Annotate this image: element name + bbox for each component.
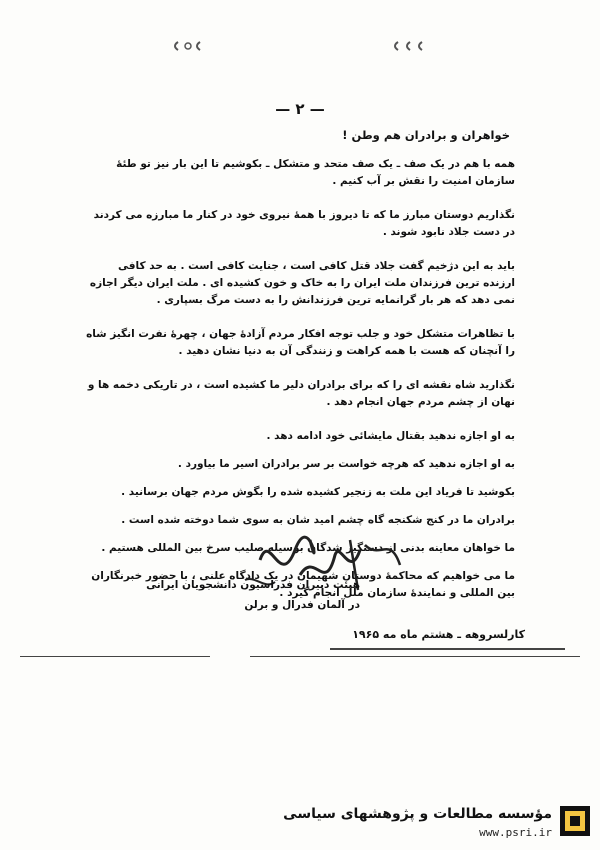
- paragraph: برادران ما در کنج شکنجه گاه چشم امید شان به سوی شما دوخته شده است .: [121, 514, 515, 526]
- paragraph: نگذارید شاه نقشه ای را که برای برادران دلیر ما کشیده است ، در تاریکی دخمه ها و نهان از چشم مردم جهان انجام دهد .: [87, 379, 515, 408]
- footer-title: مؤسسه مطالعات و پژوهشهای سیاسی: [283, 806, 552, 822]
- signature-line: هیئت دبیران فدراسیون دانشجویان ایرانی: [146, 579, 360, 591]
- institute-logo-icon: [560, 806, 590, 836]
- paragraph: ما خواهان معاینه بدنی از دستگیر شدگان بوسیله صلیب سرخ بین المللی هستیم .: [101, 542, 515, 554]
- signature-line: در آلمان فدرال و برلن: [244, 599, 360, 611]
- footer-url[interactable]: www.psri.ir: [479, 826, 552, 839]
- paragraph: بکوشید تا فریاد این ملت به زنجیر کشیده شده را بگوش مردم جهان برسانید .: [121, 486, 515, 498]
- paragraph: با تظاهرات متشکل خود و جلب توجه افکار مردم آزادهٔ جهان ، چهرهٔ نفرت انگیز شاه را آنچنان که هست با همه کراهت و زنندگی آن به دنیا نشان دهید .: [86, 328, 515, 357]
- date-line: کارلسروهه ـ هشتم ماه مه ۱۹۶۵: [352, 628, 525, 641]
- paragraph: به او اجازه ندهید بقتال مایشائی خود ادامه دهد .: [266, 430, 515, 442]
- paragraph: همه با هم در یک صف ـ یک صف متحد و متشکل ـ بکوشیم تا این بار نیز تو طئهٔ سازمان امنیت را نقش بر آب کنیم .: [116, 158, 515, 187]
- divider-line: [330, 648, 565, 650]
- divider-line: [250, 656, 580, 657]
- page-number: — ۲ —: [275, 100, 325, 118]
- divider-line: [20, 656, 210, 657]
- punch-marks: [170, 36, 440, 56]
- signature-block: [100, 575, 360, 615]
- greeting-line: خواهران و برادران هم وطن !: [342, 128, 510, 142]
- paragraph: نگذاریم دوستان مبارز ما که تا دیروز با همهٔ نیروی خود در کنار ما مبارزه می کردند در دست جلاد نابود شوند .: [93, 209, 515, 238]
- paragraph: باید به این دژخیم گفت جلاد قتل کافی است ، جنایت کافی است . به حد کافی ارزنده ترین فرزندان ملت ایران را به خاک و خون کشیده ای . ملت ایران دیگر اجازه نمی دهد که هر بار گرانمایه ترین فرزندانش را به دست مرگ بسپاری .: [89, 260, 515, 306]
- paragraph: به او اجازه ندهید که هرچه خواست بر سر برادران اسیر ما بیاورد .: [177, 458, 515, 470]
- paragraph: ما می خواهیم که محاکمهٔ دوستان شهیمان در یک دادگاه علنی ، با حضور خبرنگاران بین المللی و نمایندهٔ سازمان ملل انجام گیرد .: [91, 570, 515, 599]
